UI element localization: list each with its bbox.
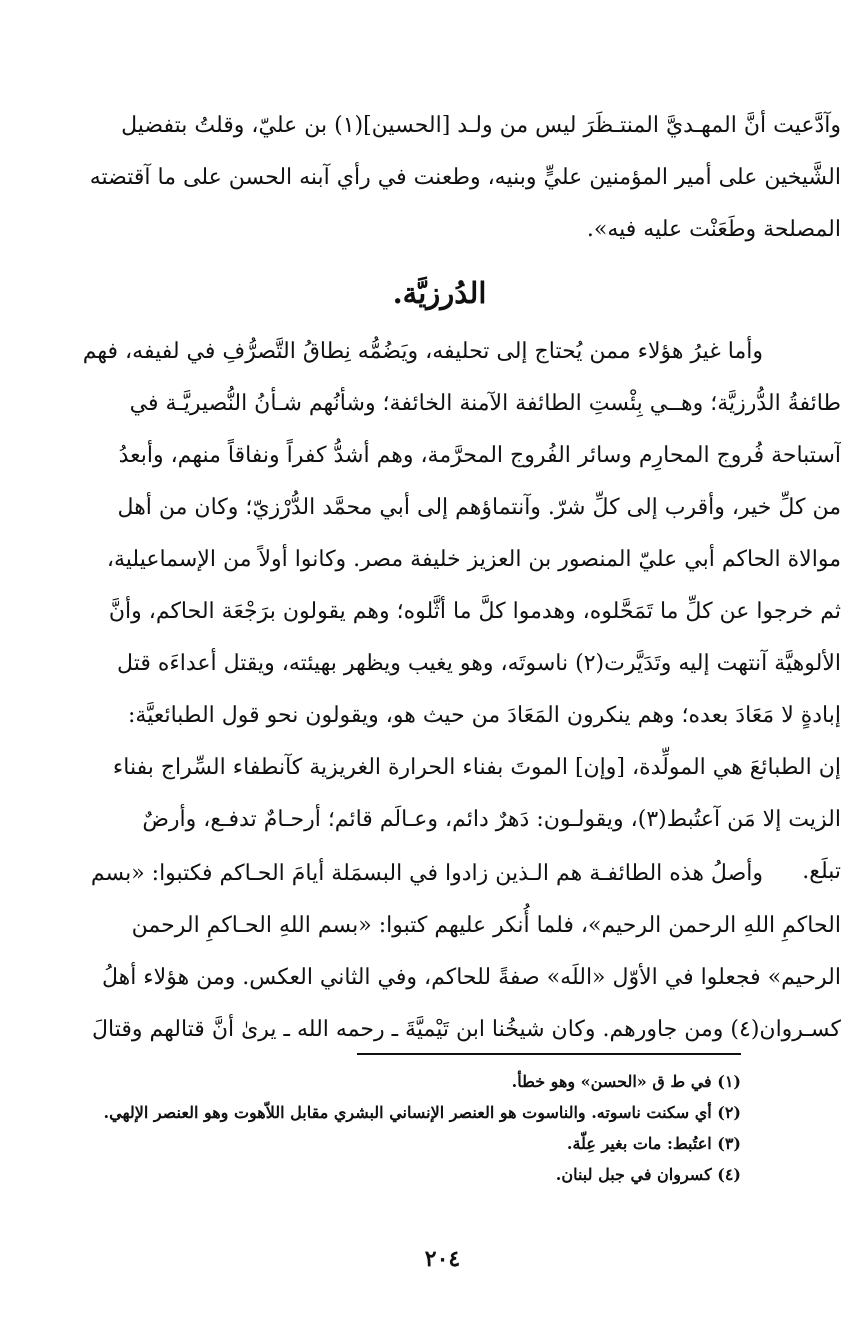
text-line: الحاكمِ اللهِ الرحمن الرحيم»، فلما أُنكر عليهم كتبوا: «بسم اللهِ الحـاكمِ الرحمن	[131, 913, 841, 938]
footnote: (٤) كسروان في جبل لبنان.	[555, 1165, 741, 1184]
intro-paragraph	[0, 100, 841, 256]
page-number: ٢٠٤	[424, 1246, 461, 1272]
text-line: وأصلُ هذه الطائفـة هم الـذين زادوا في البسمَلة أيامَ الحـاكم فكتبوا: «بسم	[90, 861, 763, 886]
druze-paragraph	[0, 326, 841, 898]
text-line: موالاة الحاكم أبي عليّ المنصور بن العزيز خليفة مصر. وكانوا أولاً من الإسماعيلية،	[106, 547, 841, 572]
text-line: المصلحة وطَعَنْت عليه فيه».	[586, 217, 841, 242]
text-line: كسـروان(٤) ومن جاورهم. وكان شيخُنا ابن تَيْميَّةَ ـ رحمه الله ـ يرىٰ أنَّ قتالهم وقتالَ	[92, 1017, 841, 1042]
footnote: (٢) أي سكنت ناسوته. والناسوت هو العنصر الإنساني البشري مقابل اللاّهوت وهو العنصر الإلهي.	[103, 1103, 741, 1122]
text-line: طائفةُ الدُّرزيَّة؛ وهــي بِئْستِ الطائفة الآمنة الخائفة؛ وشأنُهم شـأنُ النُّصيريَّـة في	[129, 391, 841, 416]
text-line: الزيت إلا مَن آعتُبط(٣)، ويقولـون: دَهرٌ دائم، وعـالَم قائم؛ أرحـامٌ تدفـع، وأرضٌ	[142, 807, 841, 832]
text-line: آستباحة فُروج المحارِم وسائر الفُروج المحرَّمة، وهم أشدُّ كفراً ونفاقاً منهم، وأبعدُ	[118, 443, 841, 468]
text-line: من كلِّ خير، وأقرب إلى كلِّ شرّ. وآنتماؤهم إلى أبي محمَّد الدُّرْزيّ؛ وكان من أهل	[117, 495, 841, 520]
text-line: تبلَع.	[802, 859, 841, 884]
text-line: الرحيم» فجعلوا في الأوّل «اللَه» صفةً للحاكم، وفي الثاني العكس. ومن هؤلاء أهلُ	[101, 965, 841, 990]
text-line: ثم خرجوا عن كلِّ ما تَمَحَّلوه، وهدموا كلَّ ما أثَّلوه؛ وهم يقولون برَجْعَة الحاكم، وأنَّ	[108, 599, 841, 624]
text-line: إبادةٍ لا مَعَادَ بعده؛ وهم ينكرون المَعَادَ من حيث هو، ويقولون نحو قول الطبائعيَّة:	[127, 703, 841, 728]
section-heading: الدُرزيَّة.	[392, 276, 487, 310]
footnote: (١) في ط ق «الحسن» وهو خطأ.	[511, 1072, 741, 1091]
text-line: إن الطبائعَ هي المولِّدة، [وإن] الموتَ بفناء الحرارة الغريزية كآنطفاء السِّراج بفناء	[112, 755, 841, 780]
text-line: وأما غيرُ هؤلاء ممن يُحتاج إلى تحليفه، ويَضُمُّه نِطاقُ التَّصرُّفِ في لفيفه، فهم	[82, 339, 763, 364]
text-line: الألوهيَّة آنتهت إليه وتَدَيَّرت(٢) ناسوتَه، وهو يغيب ويظهر بهيئته، ويقتل أعداءَه قتل	[117, 651, 841, 676]
text-line: وآدَّعيت أنَّ المهـديَّ المنتـظَرَ ليس من ولـد [الحسين](١) بن عليّ، وقلتُ بتفضيل	[121, 113, 841, 138]
text-line: الشَّيخين على أمير المؤمنين عليٍّ وبنيه، وطعنت في رأي آبنه الحسن على ما آقتضته	[89, 165, 841, 190]
origin-paragraph	[0, 848, 841, 1056]
footnote: (٣) اعتُبط: مات بغير عِلّة.	[566, 1134, 741, 1153]
footnotes	[0, 1066, 741, 1190]
footnote-divider	[357, 1053, 741, 1055]
